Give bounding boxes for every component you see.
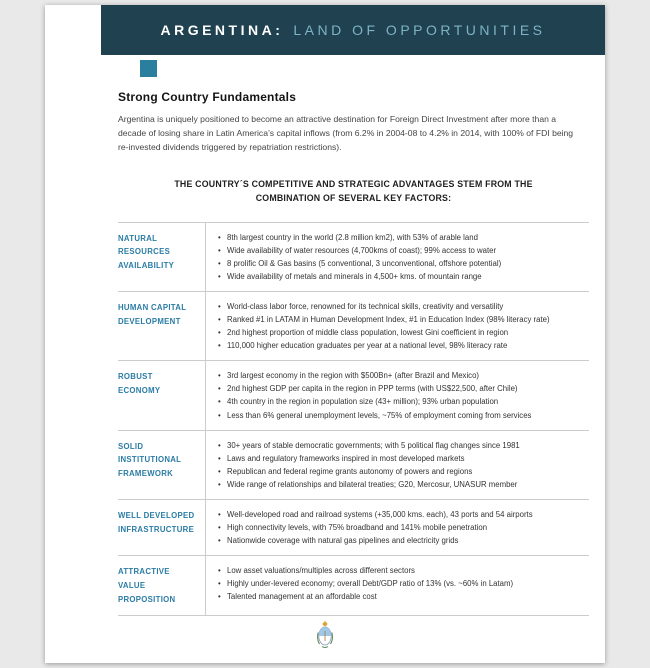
factor-bullets	[205, 223, 589, 291]
factors-table	[118, 222, 589, 617]
bullet-item: • Laws and regulatory frameworks inspired in most developed markets	[218, 452, 589, 465]
document-title-tagline: LAND OF OPPORTUNITIES	[293, 22, 546, 38]
bullet-item: • Republican and federal regime grants autonomy of powers and regions	[218, 465, 589, 478]
accent-square	[140, 60, 157, 77]
bullet-item: • High connectivity levels, with 75% broadband and 141% mobile penetration	[218, 521, 589, 534]
document-title-brand: ARGENTINA:	[160, 22, 284, 38]
factor-bullets	[205, 431, 589, 499]
factor-bullets	[205, 292, 589, 360]
factors-heading	[118, 178, 589, 205]
page-footer	[45, 620, 605, 655]
argentina-coat-of-arms-icon	[315, 637, 335, 654]
bullet-item: • Less than 6% general unemployment levels, ~75% of employment coming from services	[218, 409, 589, 422]
factor-bullets	[205, 556, 589, 615]
table-row	[118, 500, 589, 556]
factor-label: ATTRACTIVE VALUE PROPOSITION	[118, 567, 176, 604]
factor-label: NATURAL RESOURCES AVAILABILITY	[118, 233, 175, 270]
bullet-item: • 110,000 higher education graduates per year at a national level, 98% literacy rate	[218, 339, 589, 352]
bullet-item: • 30+ years of stable democratic governments; with 5 political flag changes since 1981	[218, 439, 589, 452]
bullet-item: • 8 prolific Oil & Gas basins (5 conventional, 3 unconventional, offshore potential)	[218, 257, 589, 270]
factor-bullets	[205, 361, 589, 429]
bullet-item: • Wide availability of water resources (4,700kms of coast); 99% access to water	[218, 244, 589, 257]
bullet-item: • 2nd highest proportion of middle class population, lowest Gini coefficient in region	[218, 326, 589, 339]
factor-label: WELL DEVELOPED INFRASTRUCTURE	[118, 511, 195, 534]
bullet-item: • 4th country in the region in population size (43+ million); 93% urban population	[218, 395, 589, 408]
bullet-item: • Wide availability of metals and minerals in 4,500+ kms. of mountain range	[218, 270, 589, 283]
factor-bullets	[205, 500, 589, 555]
bullet-item: • Nationwide coverage with natural gas pipelines and electricity grids	[218, 534, 589, 547]
table-row	[118, 292, 589, 361]
factors-heading-line2: COMBINATION OF SEVERAL KEY FACTORS:	[255, 192, 452, 203]
bullet-item: • Low asset valuations/multiples across different sectors	[218, 564, 589, 577]
bullet-item: • Ranked #1 in LATAM in Human Development Index, #1 in Education Index (98% literacy rate)	[218, 313, 589, 326]
bullet-item: • Well-developed road and railroad systems (+35,000 kms. each), 43 ports and 54 airports	[218, 508, 589, 521]
document-page	[45, 5, 605, 663]
bullet-item: • World-class labor force, renowned for its technical skills, creativity and versatility	[218, 300, 589, 313]
bullet-item: • Highly under-levered economy; overall Debt/GDP ratio of 13% (vs. ~60% in Latam)	[218, 577, 589, 590]
header-banner	[101, 5, 605, 55]
factors-heading-line1: THE COUNTRY´S COMPETITIVE AND STRATEGIC ADVANTAGES STEM FROM THE	[174, 179, 533, 190]
bullet-item: • Wide range of relationships and bilateral treaties; G20, Mercosur, UNASUR member	[218, 478, 589, 491]
factor-label: SOLID INSTITUTIONAL FRAMEWORK	[118, 441, 182, 478]
intro-paragraph: Argentina is uniquely positioned to become an attractive destination for Foreign Direct Investment after more than a decade of losing share in Latin America’s capital inflows (from 6.2% in 2004-08 to 4.2% in 2014, with 100% of FDI being re-invested dividends triggered by repatriation restrictions).	[118, 114, 574, 152]
table-row	[118, 361, 589, 430]
table-row	[118, 431, 589, 500]
document-content	[45, 77, 605, 616]
factor-label: ROBUST ECONOMY	[118, 372, 161, 395]
bullet-item: • 2nd highest GDP per capita in the region in PPP terms (with US$22,500, after Chile)	[218, 382, 589, 395]
table-row	[118, 223, 589, 292]
bullet-item: • 8th largest country in the world (2.8 million km2), with 53% of arable land	[218, 231, 589, 244]
bullet-item: • Talented management at an affordable cost	[218, 590, 589, 603]
factor-label: HUMAN CAPITAL DEVELOPMENT	[118, 302, 187, 326]
section-heading: Strong Country Fundamentals	[118, 90, 297, 104]
table-row	[118, 556, 589, 616]
bullet-item: • 3rd largest economy in the region with $500Bn+ (after Brazil and Mexico)	[218, 369, 589, 382]
